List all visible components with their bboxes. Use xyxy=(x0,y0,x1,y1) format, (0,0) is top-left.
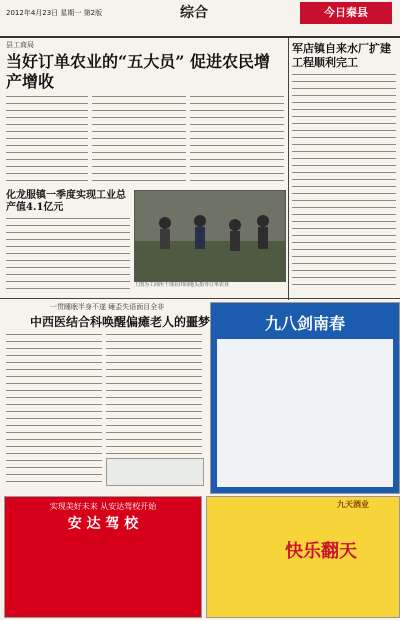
column-divider xyxy=(288,38,289,300)
newspaper-logo: 今日秦县 xyxy=(300,2,392,24)
hospital-banner xyxy=(106,458,204,486)
ad-left-tagline: 实现美好未来 从安达驾校开始 xyxy=(49,502,157,511)
ad-right-title: 快乐翻天 xyxy=(285,541,357,562)
ad-products xyxy=(217,339,393,487)
lower-kicker: 一贯睡眠半身不遂 瘫歪失语面目全非 xyxy=(50,303,165,311)
lead-photo xyxy=(134,190,286,282)
photo-caption: 上图为工商所干部在田间地头指导订单农业 xyxy=(134,282,230,288)
lead-body-col3 xyxy=(190,96,284,184)
ad-right-brand: 九天酒业 xyxy=(337,500,369,509)
ad-right-top xyxy=(210,302,400,494)
ad-brand: 九八剑南春 xyxy=(264,314,345,333)
section-rule xyxy=(0,298,400,299)
ad-right-bottom xyxy=(206,496,400,618)
lead-body-col2 xyxy=(92,96,186,184)
side-headline: 军店镇自来水厂扩建工程顺利完工 xyxy=(292,42,391,69)
side-body xyxy=(292,74,396,222)
lower-body-col1 xyxy=(6,334,102,484)
masthead xyxy=(0,0,400,38)
lead-kicker: 县工商局 xyxy=(6,41,34,49)
left-headline: 化龙服镇一季度实现工业总产值4.1亿元 xyxy=(6,190,126,213)
lower-body-col2 xyxy=(106,334,202,454)
ad-left-title: 安 达 驾 校 xyxy=(67,516,139,532)
issue-date: 2012年4月23日 星期一 第2版 xyxy=(6,9,103,17)
lead-headline: 当好订单农业的“五大员” 促进农民增产增收 xyxy=(6,52,270,91)
side-body-2 xyxy=(292,228,396,290)
lead-body-col1 xyxy=(6,96,88,184)
ad-left xyxy=(4,496,202,618)
lower-headline: 中西医结合科唤醒偏瘫老人的噩梦 xyxy=(30,315,211,329)
section-title: 综合 xyxy=(180,5,208,21)
left-body xyxy=(6,218,130,290)
field-scene-image xyxy=(135,191,285,281)
